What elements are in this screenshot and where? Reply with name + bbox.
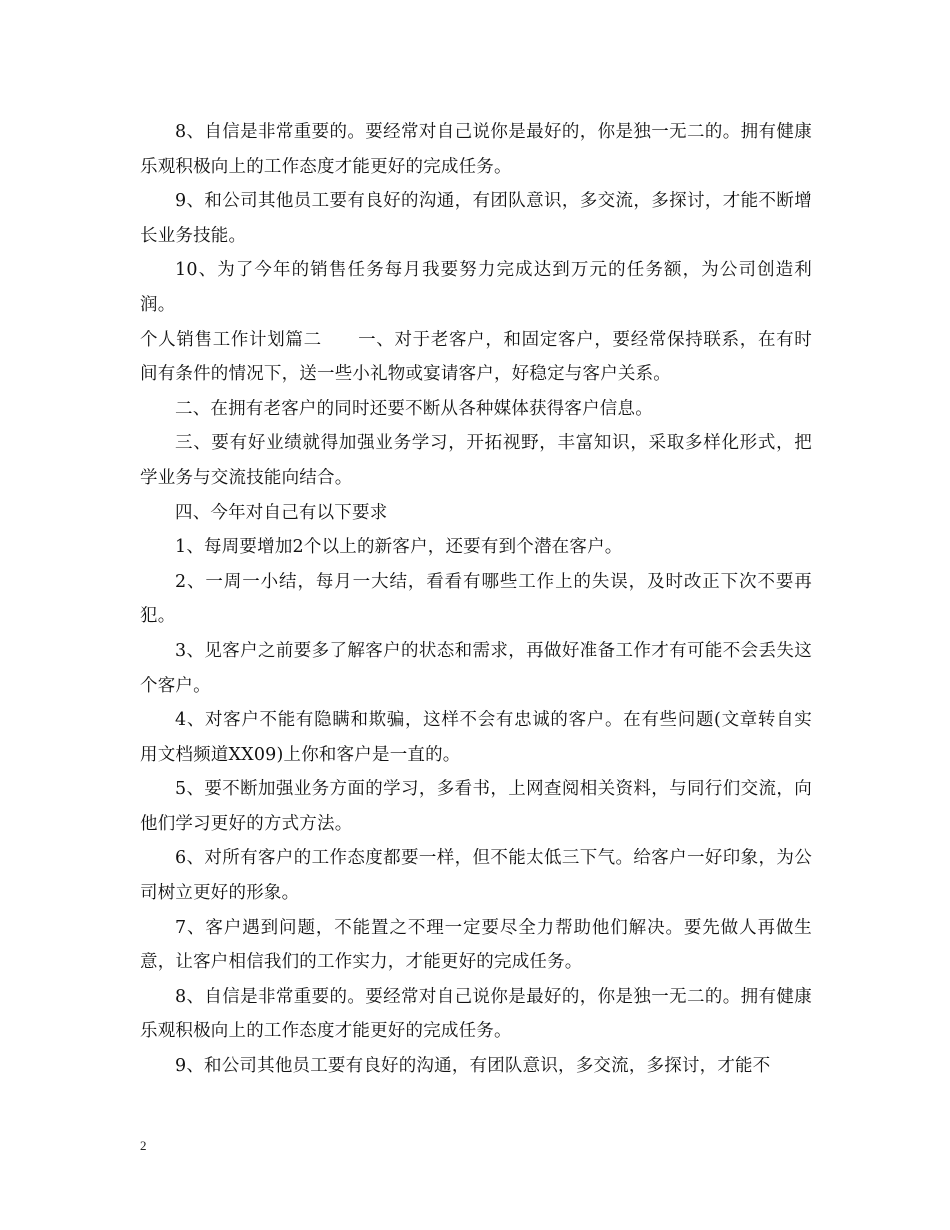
paragraph: 7、客户遇到问题，不能置之不理一定要尽全力帮助他们解决。要先做人再做生意，让客户相信我们的工作实力，才能更好的完成任务。 xyxy=(140,917,812,973)
paragraph: 四、今年对自己有以下要求 xyxy=(175,502,388,523)
paragraph: 1、每周要增加2个以上的新客户，还要有到个潜在客户。 xyxy=(175,537,623,558)
paragraph: 二、在拥有老客户的同时还要不断从各种媒体获得客户信息。 xyxy=(175,398,653,419)
paragraph: 10、为了今年的销售任务每月我要努力完成达到万元的任务额，为公司创造利润。 xyxy=(140,260,812,315)
paragraph: 9、和公司其他员工要有良好的沟通，有团队意识，多交流，多探讨，才能不断增长业务技能。 xyxy=(140,191,812,246)
paragraph: 4、对客户不能有隐瞒和欺骗，这样不会有忠诚的客户。在有些问题(文章转自实用文档频道XX09)上你和客户是一直的。 xyxy=(140,710,812,765)
paragraph: 3、见客户之前要多了解客户的状态和需求，再做好准备工作才有可能不会丢失这个客户。 xyxy=(140,640,812,696)
paragraph: 8、自信是非常重要的。要经常对自己说你是最好的，你是独一无二的。拥有健康乐观积极向上的工作态度才能更好的完成任务。 xyxy=(140,986,812,1042)
paragraph: 三、要有好业绩就得加强业务学习，开拓视野，丰富知识，采取多样化形式，把学业务与交流技能向结合。 xyxy=(140,433,812,488)
document-body xyxy=(140,115,812,1084)
paragraph: 个人销售工作计划篇二 一、对于老客户，和固定客户，要经常保持联系，在有时间有条件的情况下，送一些小礼物或宴请客户，好稳定与客户关系。 xyxy=(140,329,812,385)
paragraph: 2、一周一小结，每月一大结，看看有哪些工作上的失误，及时改正下次不要再犯。 xyxy=(140,571,812,627)
paragraph: 6、对所有客户的工作态度都要一样，但不能太低三下气。给客户一好印象，为公司树立更好的形象。 xyxy=(140,848,812,904)
paragraph: 8、自信是非常重要的。要经常对自己说你是最好的，你是独一无二的。拥有健康乐观积极向上的工作态度才能更好的完成任务。 xyxy=(140,122,812,177)
paragraph: 5、要不断加强业务方面的学习，多看书，上网查阅相关资料，与同行们交流，向他们学习更好的方式方法。 xyxy=(140,779,812,834)
paragraph: 9、和公司其他员工要有良好的沟通，有团队意识，多交流，多探讨，才能不 xyxy=(175,1056,771,1077)
page-number: 2 xyxy=(140,1138,147,1153)
